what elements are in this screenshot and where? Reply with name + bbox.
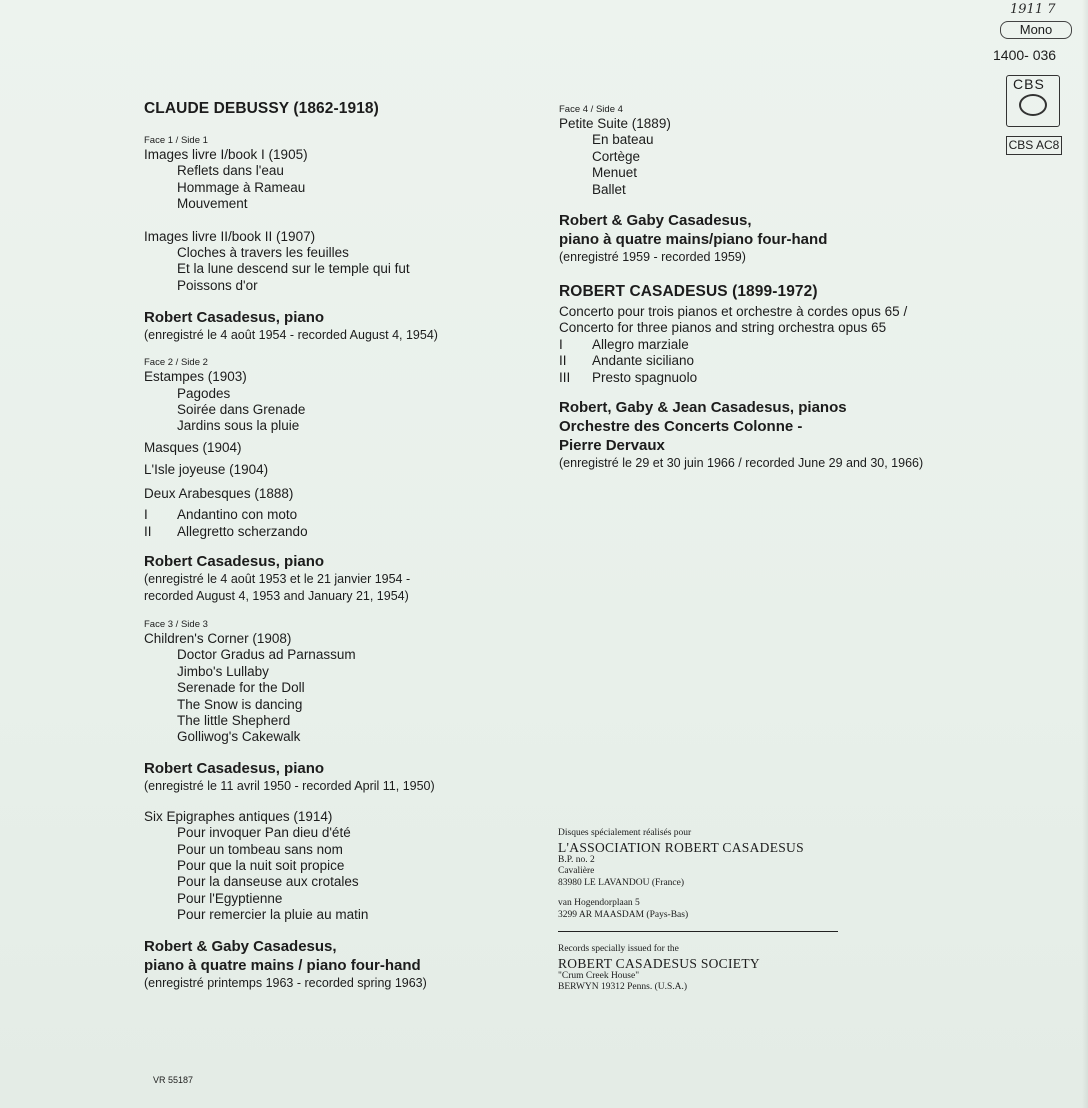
movement: Poissons d'or bbox=[177, 277, 258, 293]
cbs-logo-text: CBS bbox=[1013, 76, 1045, 92]
recording-date: (enregistré le 11 avril 1950 - recorded April 11, 1950) bbox=[144, 778, 435, 793]
numbered-movement: I Andantino con moto bbox=[144, 507, 298, 523]
work-title: Masques (1904) bbox=[144, 439, 242, 455]
address-line: Cavalière bbox=[558, 866, 595, 876]
address-line: 83980 LE LAVANDOU (France) bbox=[558, 877, 685, 888]
movement: Hommage à Rameau bbox=[177, 179, 306, 195]
movement: Pour remercier la pluie au matin bbox=[177, 907, 369, 923]
movement: Et la lune descend sur le temple qui fut bbox=[177, 261, 410, 277]
sleeve-edge bbox=[1082, 0, 1088, 1108]
performer-credit: Robert & Gaby Casadesus, bbox=[144, 937, 337, 955]
movement: Soirée dans Grenade bbox=[177, 402, 306, 418]
work-title: Children's Corner (1908) bbox=[144, 630, 292, 646]
numbered-movement: III Presto spagnuolo bbox=[559, 369, 698, 385]
movement: Pour invoquer Pan dieu d'été bbox=[177, 825, 351, 841]
work-title: Estampes (1903) bbox=[144, 369, 247, 385]
handwritten-note: 1911 7 bbox=[1010, 2, 1056, 17]
address-line: BERWYN 19312 Penns. (U.S.A.) bbox=[558, 982, 688, 992]
movement: Jardins sous la pluie bbox=[177, 418, 300, 434]
movement: Pour que la nuit soit propice bbox=[177, 857, 345, 873]
face-label: Face 4 / Side 4 bbox=[559, 104, 623, 115]
cbs-eye-icon bbox=[1019, 94, 1047, 116]
work-title: Petite Suite (1889) bbox=[559, 116, 671, 131]
performer-credit: Robert Casadesus, piano bbox=[144, 552, 325, 570]
address-line: 3299 AR MAASDAM (Pays-Bas) bbox=[558, 909, 689, 920]
performer-credit: Robert Casadesus, piano bbox=[144, 759, 325, 777]
recording-date: (enregistré le 29 et 30 juin 1966 / recorded June 29 and 30, 1966) bbox=[559, 456, 924, 471]
address-line: van Hogendorplaan 5 bbox=[558, 898, 640, 908]
performer-credit: Robert & Gaby Casadesus, bbox=[559, 212, 752, 230]
work-title: L'Isle joyeuse (1904) bbox=[144, 462, 269, 478]
address-line: B.P. no. 2 bbox=[558, 854, 595, 865]
movement: Jimbo's Lullaby bbox=[177, 663, 269, 679]
recording-date: (enregistré le 4 août 1954 - recorded August 4, 1954) bbox=[144, 328, 438, 343]
performer-credit: piano à quatre mains/piano four-hand bbox=[559, 231, 828, 249]
movement: The Snow is dancing bbox=[177, 696, 303, 712]
performer-credit: Pierre Dervaux bbox=[559, 437, 665, 455]
left-column bbox=[144, 100, 544, 992]
catalog-number: VR 55187 bbox=[153, 1075, 194, 1085]
performer-credit: Orchestre des Concerts Colonne - bbox=[559, 418, 803, 436]
society-name: ROBERT CASADESUS SOCIETY bbox=[558, 955, 760, 971]
address-line: "Crum Creek House" bbox=[558, 970, 640, 981]
movement: Pour un tombeau sans nom bbox=[177, 841, 343, 857]
movement: Reflets dans l'eau bbox=[177, 163, 284, 179]
work-title: Images livre II/book II (1907) bbox=[144, 228, 316, 244]
numbered-movement: II Allegretto scherzando bbox=[144, 523, 308, 539]
recording-date: (enregistré printemps 1963 - recorded spring 1963) bbox=[144, 975, 427, 990]
movement: Cortège bbox=[592, 148, 641, 164]
work-title: Images livre I/book I (1905) bbox=[144, 147, 308, 162]
address-intro: Disques spécialement réalisés pour bbox=[558, 828, 692, 838]
performer-credit: Robert Casadesus, piano bbox=[144, 309, 325, 327]
stock-code: 1400- 036 bbox=[993, 47, 1057, 63]
movement: Pour la danseuse aux crotales bbox=[177, 874, 359, 890]
recording-date: (enregistré le 4 août 1953 et le 21 janvier 1954 - bbox=[144, 571, 411, 586]
divider bbox=[558, 931, 838, 932]
movement: Doctor Gradus ad Parnassum bbox=[177, 647, 356, 663]
numbered-movement: I Allegro marziale bbox=[559, 336, 689, 352]
composer-heading: CLAUDE DEBUSSY (1862-1918) bbox=[144, 100, 379, 117]
composer-heading: ROBERT CASADESUS (1899-1972) bbox=[559, 283, 818, 301]
movement: En bateau bbox=[592, 132, 654, 148]
performer-credit: piano à quatre mains / piano four-hand bbox=[144, 956, 421, 974]
work-title: Concerto for three pianos and string orchestra opus 65 bbox=[559, 320, 887, 336]
work-title: Concerto pour trois pianos et orchestre à cordes opus 65 / bbox=[559, 304, 908, 320]
label-code: CBS AC8 bbox=[1006, 136, 1062, 155]
movement: Pour l'Egyptienne bbox=[177, 890, 283, 906]
performer-credit: Robert, Gaby & Jean Casadesus, pianos bbox=[559, 399, 847, 417]
face-label: Face 1 / Side 1 bbox=[144, 135, 208, 146]
movement: Pagodes bbox=[177, 385, 231, 401]
movement: Cloches à travers les feuilles bbox=[177, 245, 349, 261]
numbered-movement: II Andante siciliano bbox=[559, 353, 695, 369]
movement: Mouvement bbox=[177, 196, 248, 212]
work-title: Deux Arabesques (1888) bbox=[144, 485, 294, 501]
movement: Serenade for the Doll bbox=[177, 680, 305, 696]
recording-date: (enregistré 1959 - recorded 1959) bbox=[559, 250, 746, 265]
association-name: L'ASSOCIATION ROBERT CASADESUS bbox=[558, 839, 804, 855]
publisher-addresses bbox=[558, 828, 848, 994]
work-title: Six Epigraphes antiques (1914) bbox=[144, 808, 333, 824]
movement: Menuet bbox=[592, 165, 638, 181]
mono-label: Mono bbox=[1000, 21, 1072, 39]
face-label: Face 3 / Side 3 bbox=[144, 618, 208, 630]
right-column bbox=[559, 103, 999, 472]
movement: Golliwog's Cakewalk bbox=[177, 729, 301, 745]
recording-date: recorded August 4, 1953 and January 21, 1954) bbox=[144, 588, 409, 603]
address-intro: Records specially issued for the bbox=[558, 944, 679, 954]
face-label: Face 2 / Side 2 bbox=[144, 357, 208, 369]
movement: Ballet bbox=[592, 181, 626, 197]
movement: The little Shepherd bbox=[177, 712, 291, 728]
